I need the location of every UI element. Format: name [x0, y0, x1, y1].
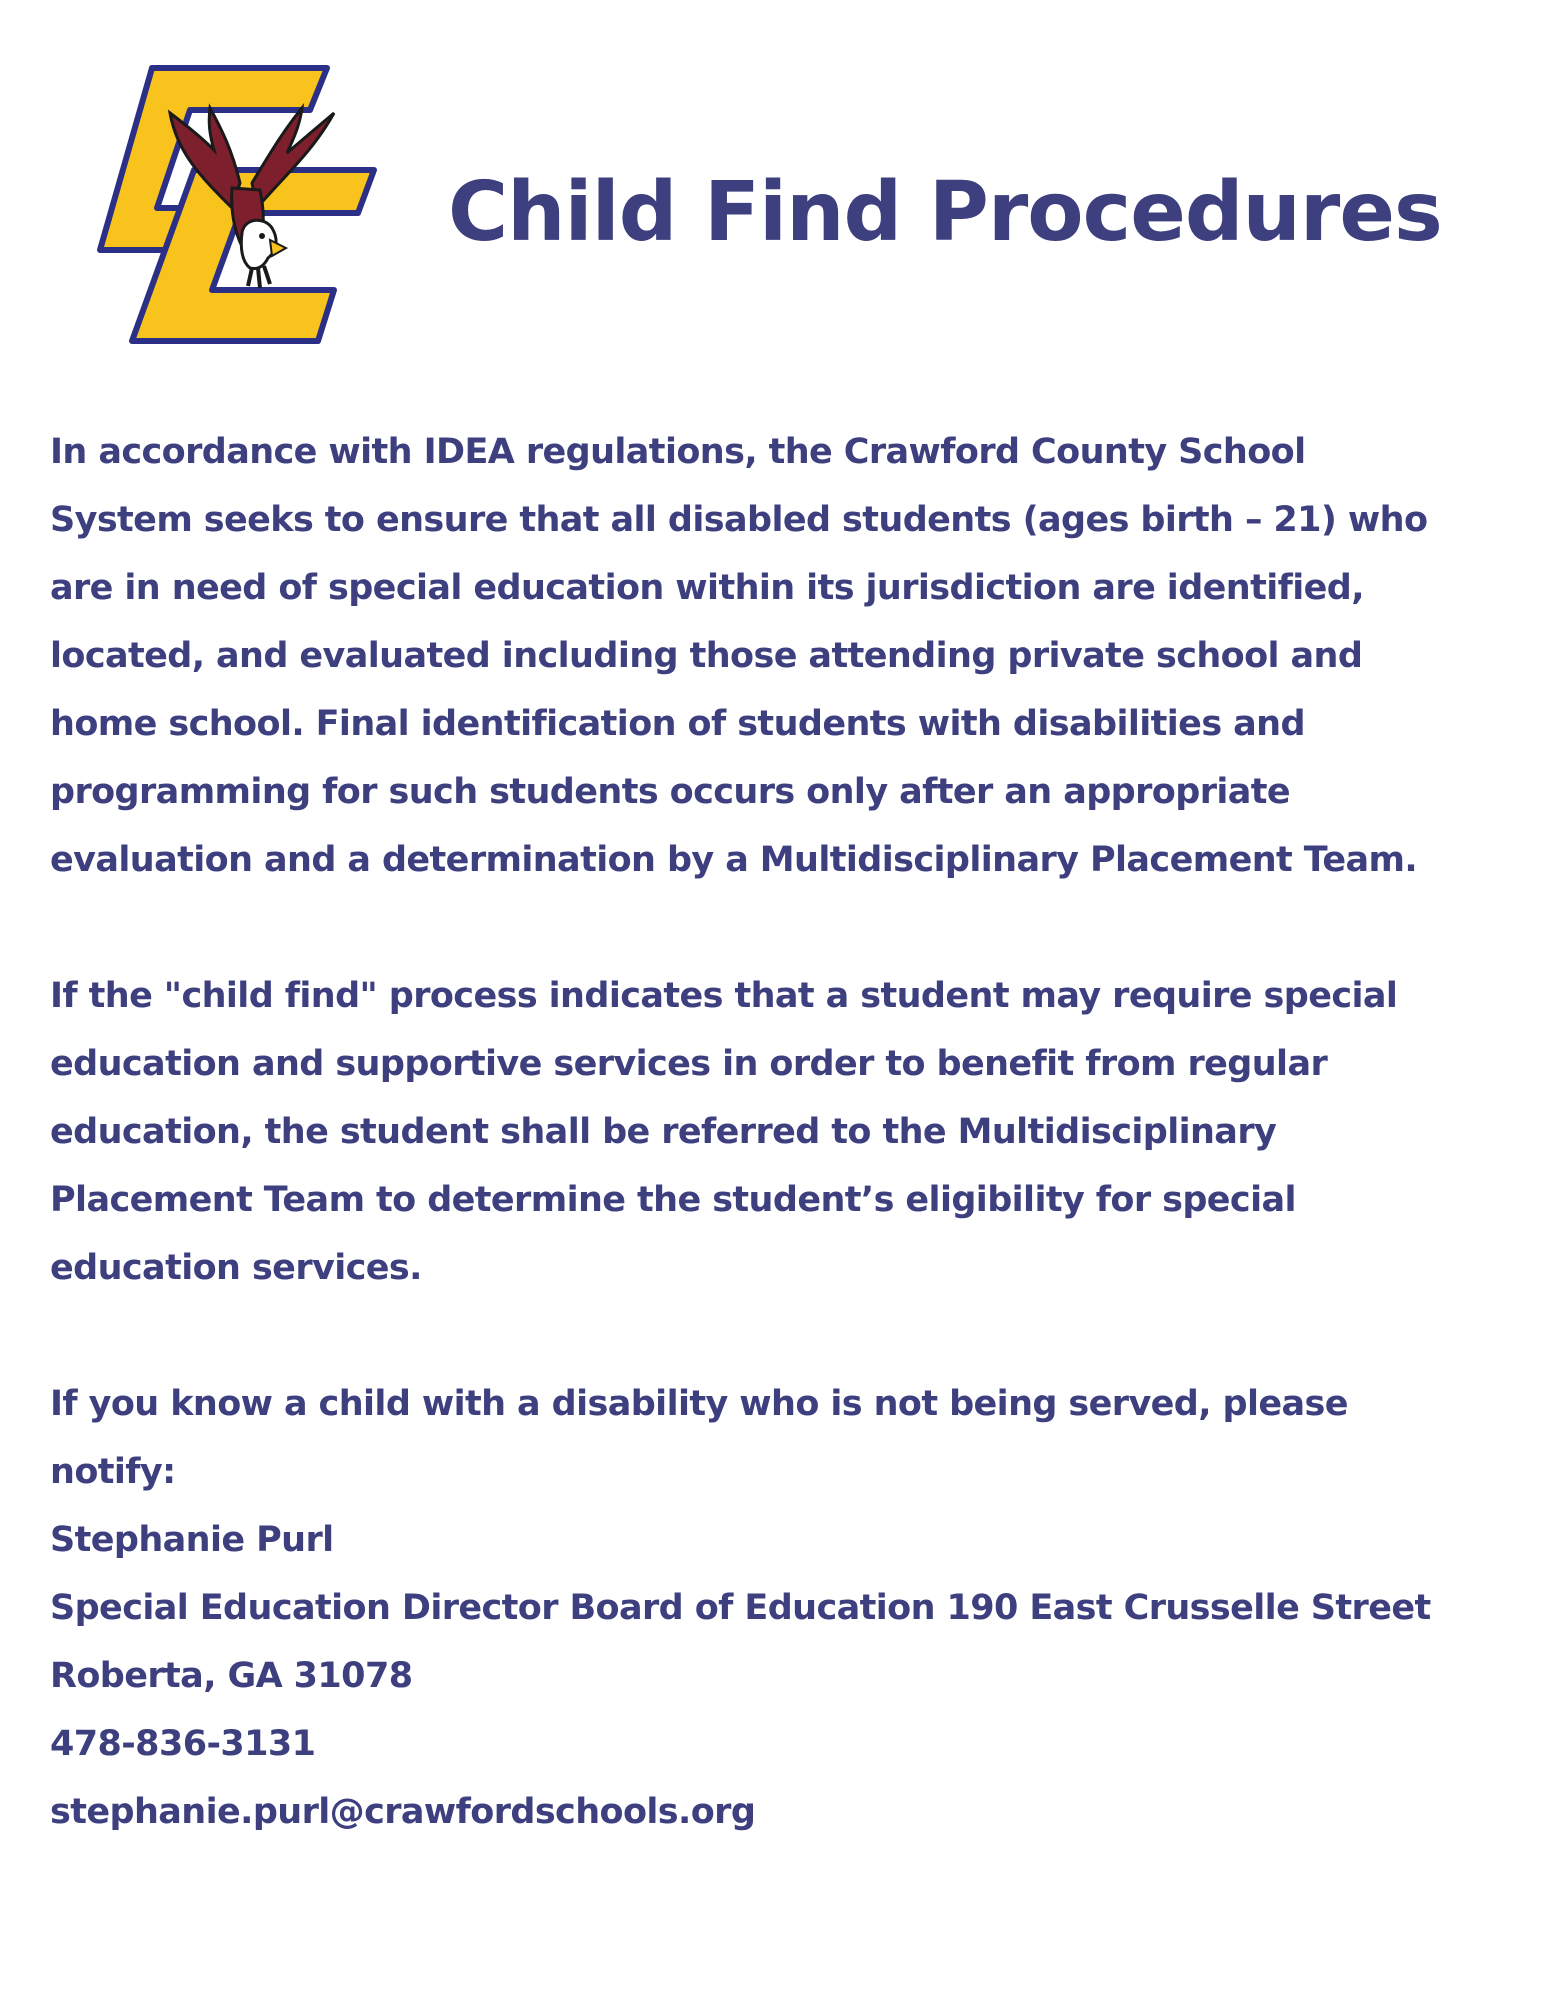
contact-title-address: Special Education Director Board of Education 190 East Crusselle Street	[50, 1588, 1431, 1628]
contact-phone: 478-836-3131	[50, 1724, 316, 1764]
text-line: education services.	[50, 1248, 422, 1288]
text-line: In accordance with IDEA regulations, the Crawford County School	[50, 432, 1306, 472]
text-line: located, and evaluated including those attending private school and	[50, 636, 1363, 676]
text-line: education and supportive services in order to benefit from regular	[50, 1044, 1328, 1084]
contact-name: Stephanie Purl	[50, 1520, 334, 1560]
text-line: home school. Final identification of students with disabilities and	[50, 704, 1305, 744]
paragraph-idea-regulations	[50, 418, 1510, 894]
crawford-county-logo	[82, 58, 392, 358]
contact-intro-line: If you know a child with a disability who is not being served, please	[50, 1384, 1348, 1424]
text-line: evaluation and a determination by a Multidisciplinary Placement Team.	[50, 840, 1418, 880]
contact-city: Roberta, GA 31078	[50, 1656, 413, 1696]
text-line: education, the student shall be referred to the Multidisciplinary	[50, 1112, 1277, 1152]
document-body	[50, 418, 1510, 1846]
text-line: programming for such students occurs only after an appropriate	[50, 772, 1291, 812]
text-line: If the "child find" process indicates that a student may require special	[50, 976, 1398, 1016]
contact-block	[50, 1370, 1510, 1846]
page-title: Child Find Procedures	[448, 165, 1442, 260]
contact-email: stephanie.purl@crawfordschools.org	[50, 1792, 756, 1832]
paragraph-spacer	[50, 894, 1510, 962]
text-line: are in need of special education within its jurisdiction are identified,	[50, 568, 1364, 608]
text-line: System seeks to ensure that all disabled students (ages birth – 21) who	[50, 500, 1428, 540]
contact-intro-line: notify:	[50, 1452, 176, 1492]
text-line: Placement Team to determine the student’s eligibility for special	[50, 1180, 1296, 1220]
paragraph-spacer	[50, 1302, 1510, 1370]
paragraph-referral-process	[50, 962, 1510, 1302]
